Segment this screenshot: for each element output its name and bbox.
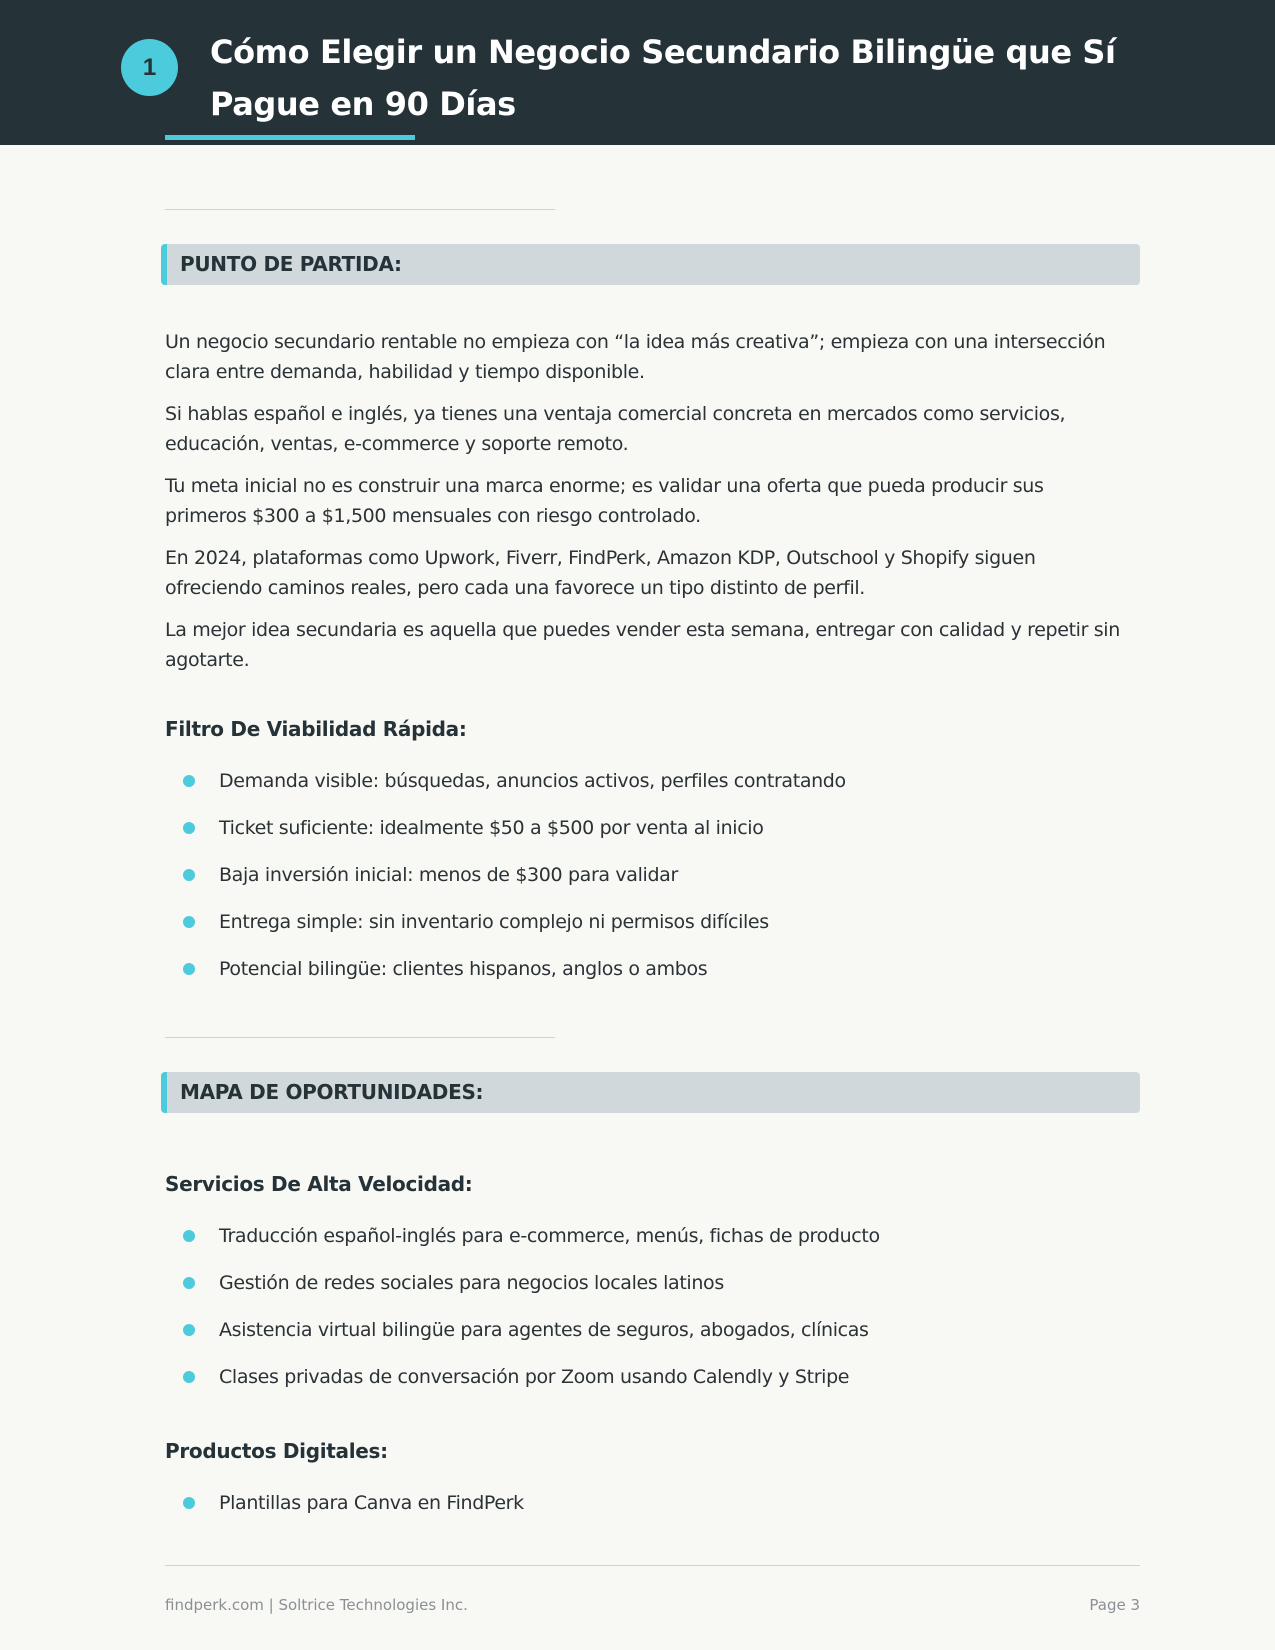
chapter-title: Cómo Elegir un Negocio Secundario Bilingüe que Sí Pague en 90 Días [210, 33, 1116, 123]
bullet-dot-icon [183, 916, 195, 928]
list-item-text: Gestión de redes sociales para negocios locales latinos [219, 1272, 724, 1294]
subheading-servicios-alta-velocidad: Servicios De Alta Velocidad: [165, 1172, 473, 1196]
section-divider [165, 209, 555, 210]
subheading-productos-digitales: Productos Digitales: [165, 1439, 388, 1463]
footer-divider [165, 1565, 1140, 1566]
list-item-text: Clases privadas de conversación por Zoom usando Calendly y Stripe [219, 1366, 850, 1388]
title-underline [165, 135, 415, 140]
list-item-text: Potencial bilingüe: clientes hispanos, anglos o ambos [219, 958, 708, 980]
list-item-text: Demanda visible: búsquedas, anuncios activos, perfiles contratando [219, 770, 846, 792]
list-item-text: Ticket suficiente: idealmente $50 a $500 por venta al inicio [219, 817, 764, 839]
section-title-mapa-oportunidades: MAPA DE OPORTUNIDADES: [180, 1080, 484, 1104]
viability-filter-list [165, 766, 1125, 1001]
list-item [165, 1221, 1125, 1268]
paragraph: Si hablas español e inglés, ya tienes una ventaja comercial concreta en mercados como servicios, educación, ventas, e-commerce y soporte remoto. [165, 403, 1066, 455]
list-item-text: Entrega simple: sin inventario complejo ni permisos difíciles [219, 911, 769, 933]
footer-source: findperk.com | Soltrice Technologies Inc. [165, 1596, 468, 1614]
bullet-dot-icon [183, 775, 195, 787]
bullet-dot-icon [183, 822, 195, 834]
chapter-number-badge: 1 [121, 39, 178, 96]
list-item [165, 907, 1125, 954]
bullet-dot-icon [183, 1230, 195, 1242]
list-item-text: Baja inversión inicial: menos de $300 para validar [219, 864, 678, 886]
list-item [165, 954, 1125, 1001]
bullet-dot-icon [183, 1371, 195, 1383]
digital-products-list [165, 1488, 1125, 1535]
paragraph: Un negocio secundario rentable no empieza con “la idea más creativa”; empieza con una intersección clara entre demanda, habilidad y tiempo disponible. [165, 331, 1106, 383]
bullet-dot-icon [183, 1497, 195, 1509]
bullet-dot-icon [183, 869, 195, 881]
paragraph: La mejor idea secundaria es aquella que puedes vender esta semana, entregar con calidad y repetir sin agotarte. [165, 619, 1120, 671]
list-item [165, 860, 1125, 907]
intro-paragraphs [165, 327, 1125, 687]
paragraph: En 2024, plataformas como Upwork, Fiverr, FindPerk, Amazon KDP, Outschool y Shopify siguen ofreciendo caminos reales, pero cada una favorece un tipo distinto de perfil. [165, 547, 1036, 599]
bullet-dot-icon [183, 1324, 195, 1336]
list-item-text: Asistencia virtual bilingüe para agentes de seguros, abogados, clínicas [219, 1319, 869, 1341]
list-item [165, 813, 1125, 860]
list-item [165, 1315, 1125, 1362]
paragraph: Tu meta inicial no es construir una marca enorme; es validar una oferta que pueda producir sus primeros $300 a $1,500 mensuales con riesgo controlado. [165, 475, 1044, 527]
chapter-header [0, 0, 1275, 145]
section-title-punto-de-partida: PUNTO DE PARTIDA: [180, 252, 402, 276]
list-item [165, 1488, 1125, 1535]
section-divider [165, 1037, 555, 1038]
list-item [165, 1268, 1125, 1315]
services-list [165, 1221, 1125, 1409]
list-item-text: Plantillas para Canva en FindPerk [219, 1492, 524, 1514]
bullet-dot-icon [183, 963, 195, 975]
list-item [165, 766, 1125, 813]
list-item-text: Traducción español-inglés para e-commerce, menús, fichas de producto [219, 1225, 880, 1247]
page-number: Page 3 [1089, 1596, 1140, 1614]
list-item [165, 1362, 1125, 1409]
bullet-dot-icon [183, 1277, 195, 1289]
subheading-filtro-viabilidad: Filtro De Viabilidad Rápida: [165, 717, 467, 741]
